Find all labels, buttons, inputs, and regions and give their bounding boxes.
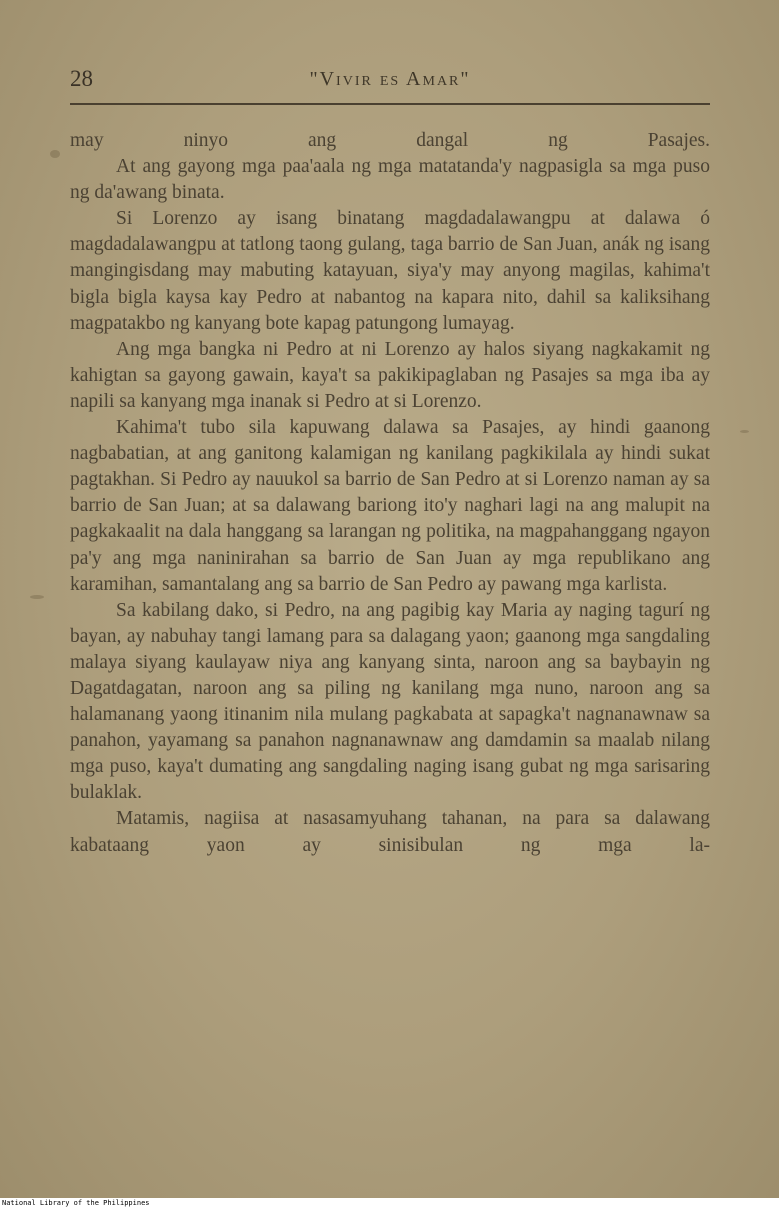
body-text	[70, 128, 710, 859]
paragraph: Kahima't tubo sila kapuwang dalawa sa Pasajes, ay hindi gaanong nagbabatian, at ang ganitong kalamigan ng kanilang pagkikilala ay hindi sukat pagtakhan. Si Pedro ay nauukol sa barrio de San Pedro at si Lorenzo naman ay sa barrio de San Juan; at sa dalawang bariong ito'y naghari lagi na ang malupit na pagkakaalit na dala hanggang sa larangan ng politika, na magpahanggang ngayon pa'y ang mga naninirahan sa barrio de San Juan ay mga republikano ang karamihan, samantalang ang sa barrio de San Pedro ay pawang mga karlista.	[70, 417, 710, 595]
running-title: "Vivir es Amar"	[309, 68, 471, 90]
paragraph: Ang mga bangka ni Pedro at ni Lorenzo ay halos siyang nagkakamit ng kahigtan sa gayong gawain, kaya't sa pakikipaglaban ng Pasajes sa mga iba ay napili sa kanyang mga inanak si Pedro at si Lorenzo.	[70, 338, 710, 412]
footer-strip	[0, 1198, 779, 1208]
library-credit: National Library of the Philippines	[2, 1199, 150, 1207]
paper-stain	[740, 430, 749, 433]
paragraph: Si Lorenzo ay isang binatang magdadalawangpu at dalawa ó magdadalawangpu at tatlong taong gulang, taga barrio de San Juan, anák ng isang mangingisdang may mabuting katayuan, siya'y may anyong magilas, kahima't bigla bigla kaysa kay Pedro at nabantog na kapara nito, dahil sa kaliksihang magpatakbo ng kanyang bote kapag patungong lumayag.	[70, 208, 710, 334]
paragraph: Matamis, nagiisa at nasasamyuhang tahanan, na para sa dalawang kabataang yaon ay sinisibulan ng mga la-	[70, 808, 710, 856]
page-header	[70, 66, 710, 106]
paragraph: Sa kabilang dako, si Pedro, na ang pagibig kay Maria ay naging tagurí ng bayan, ay nabuhay tangi lamang para sa dalagang yaon; gaanong mga sangdaling malaya siyang kaulayaw niya ang kanyang sinta, naroon ang sa baybayin ng Dagatdagatan, naroon ang sa piling ng kanilang mga nuno, naroon ang sa halamanang yaong itinanim nila mulang pagkabata at sapagka't nagnanawnaw sa panahon, yayamang sa panahon nagnanawnaw ang damdamin sa maalab nilang mga puso, kaya't dumating ang sangdaling naging isang gubat ng mga sarisaring bulaklak.	[70, 599, 710, 804]
page-number: 28	[70, 66, 93, 91]
header-rule	[70, 103, 710, 105]
paper-stain	[30, 595, 44, 599]
paragraph: At ang gayong mga paa'aala ng mga matatanda'y nagpasigla sa mga puso ng da'awang binata.	[70, 156, 710, 204]
paper-stain	[50, 150, 60, 158]
paragraph: may ninyo ang dangal ng Pasajes.	[70, 130, 710, 151]
